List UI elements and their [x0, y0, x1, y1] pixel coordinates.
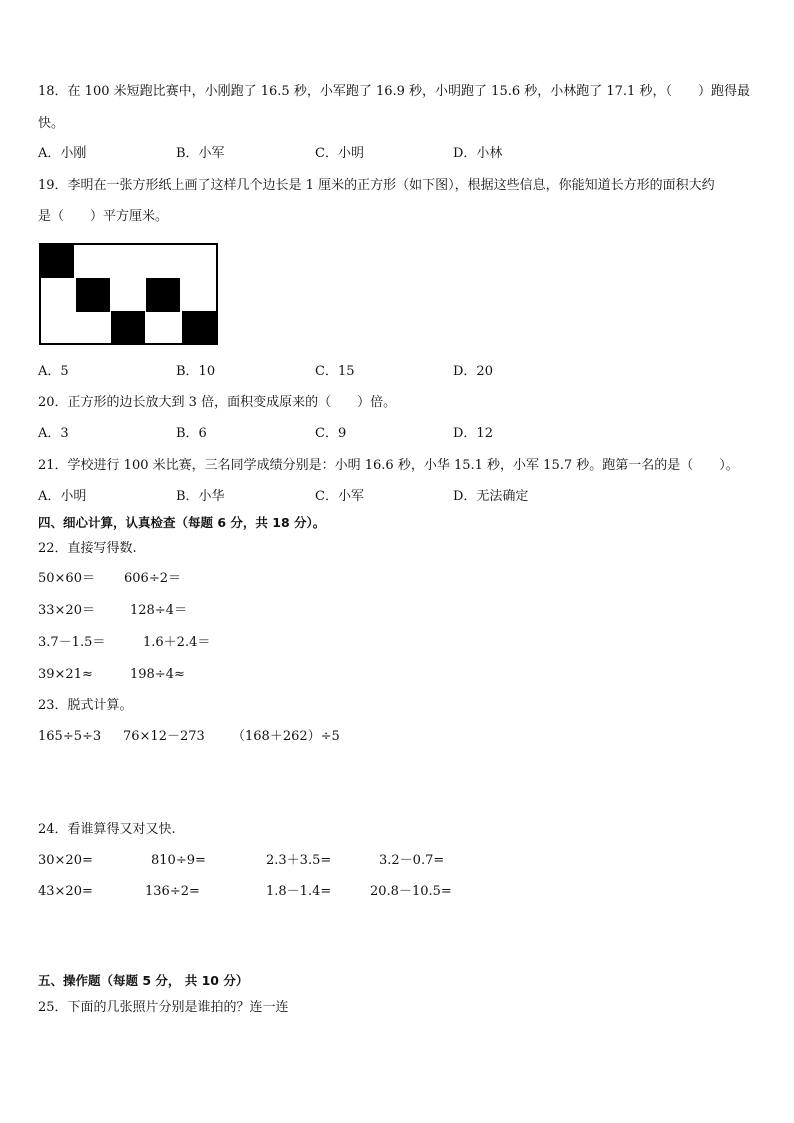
q23-item: 76×12－273 [123, 729, 205, 744]
q19-stem-line1: 19．李明在一张方形纸上画了这样几个边长是 1 厘米的正方形（如下图），根据这些信息，你能知道长方形的面积大约 [38, 178, 715, 193]
q20-option-c: C．9 [315, 426, 347, 441]
q22-item: 33×20＝ [38, 603, 95, 618]
q24-title: 24．看谁算得又对又快. [38, 822, 176, 837]
q21-stem: 21．学校进行 100 米比赛，三名同学成绩分别是：小明 16.6 秒，小华 15.1 秒，小军 15.7 秒。跑第一名的是（ ）。 [38, 458, 739, 473]
q22-item: 128÷4＝ [130, 603, 187, 618]
q21-option-c: C．小军 [315, 489, 364, 504]
q18-option-c: C．小明 [315, 146, 364, 161]
q24-item: 136÷2= [145, 884, 200, 899]
q22-title: 22．直接写得数. [38, 541, 137, 556]
q21-option-a: A．小明 [38, 489, 87, 504]
q18-option-b: B．小军 [176, 146, 225, 161]
q22-item: 50×60＝ [38, 571, 95, 586]
figure-black-square [40, 244, 74, 278]
q22-item: 606÷2＝ [124, 571, 181, 586]
section-4-heading: 四、细心计算，认真检查（每题 6 分，共 18 分）。 [38, 515, 326, 530]
q24-item: 20.8－10.5= [370, 884, 452, 899]
q22-item: 1.6＋2.4＝ [143, 635, 211, 650]
q20-option-d: D．12 [453, 426, 493, 441]
q22-item: 198÷4≈ [130, 667, 185, 682]
figure-black-square [76, 278, 110, 312]
q24-item: 43×20= [38, 884, 93, 899]
q18-option-a: A．小刚 [38, 146, 87, 161]
section-5-heading: 五、操作题（每题 5 分， 共 10 分） [38, 973, 249, 988]
figure-black-square [146, 278, 180, 312]
q21-option-b: B．小华 [176, 489, 225, 504]
q19-option-a: A．5 [38, 364, 69, 379]
q24-item: 2.3＋3.5= [266, 853, 332, 868]
q19-option-b: B．10 [176, 364, 216, 379]
q23-item: （168＋262）÷5 [232, 729, 340, 744]
q20-stem: 20．正方形的边长放大到 3 倍，面积变成原来的（ ）倍。 [38, 395, 397, 410]
q23-item: 165÷5÷3 [38, 729, 102, 744]
figure-black-square [111, 311, 145, 344]
q22-item: 3.7－1.5＝ [38, 635, 106, 650]
q18-option-d: D．小林 [453, 146, 503, 161]
q18-stem-line2: 快。 [38, 116, 65, 131]
q25-title: 25．下面的几张照片分别是谁拍的？连一连 [38, 1000, 289, 1015]
q19-stem-line2: 是（ ）平方厘米。 [38, 209, 169, 224]
q21-option-d: D．无法确定 [453, 489, 529, 504]
q22-item: 39×21≈ [38, 667, 93, 682]
figure-black-square [182, 311, 217, 344]
q20-option-a: A．3 [38, 426, 69, 441]
q19-option-d: D．20 [453, 364, 493, 379]
q24-item: 810÷9= [151, 853, 206, 868]
q20-option-b: B．6 [176, 426, 207, 441]
q24-item: 30×20= [38, 853, 93, 868]
q24-item: 1.8－1.4= [266, 884, 332, 899]
q19-option-c: C．15 [315, 364, 355, 379]
q24-item: 3.2－0.7= [379, 853, 445, 868]
q19-square-figure [38, 242, 220, 346]
q18-stem-line1: 18．在 100 米短跑比赛中，小刚跑了 16.5 秒，小军跑了 16.9 秒，小明跑了 15.6 秒，小林跑了 17.1 秒，（ ）跑得最 [38, 84, 750, 99]
q23-title: 23．脱式计算。 [38, 698, 133, 713]
